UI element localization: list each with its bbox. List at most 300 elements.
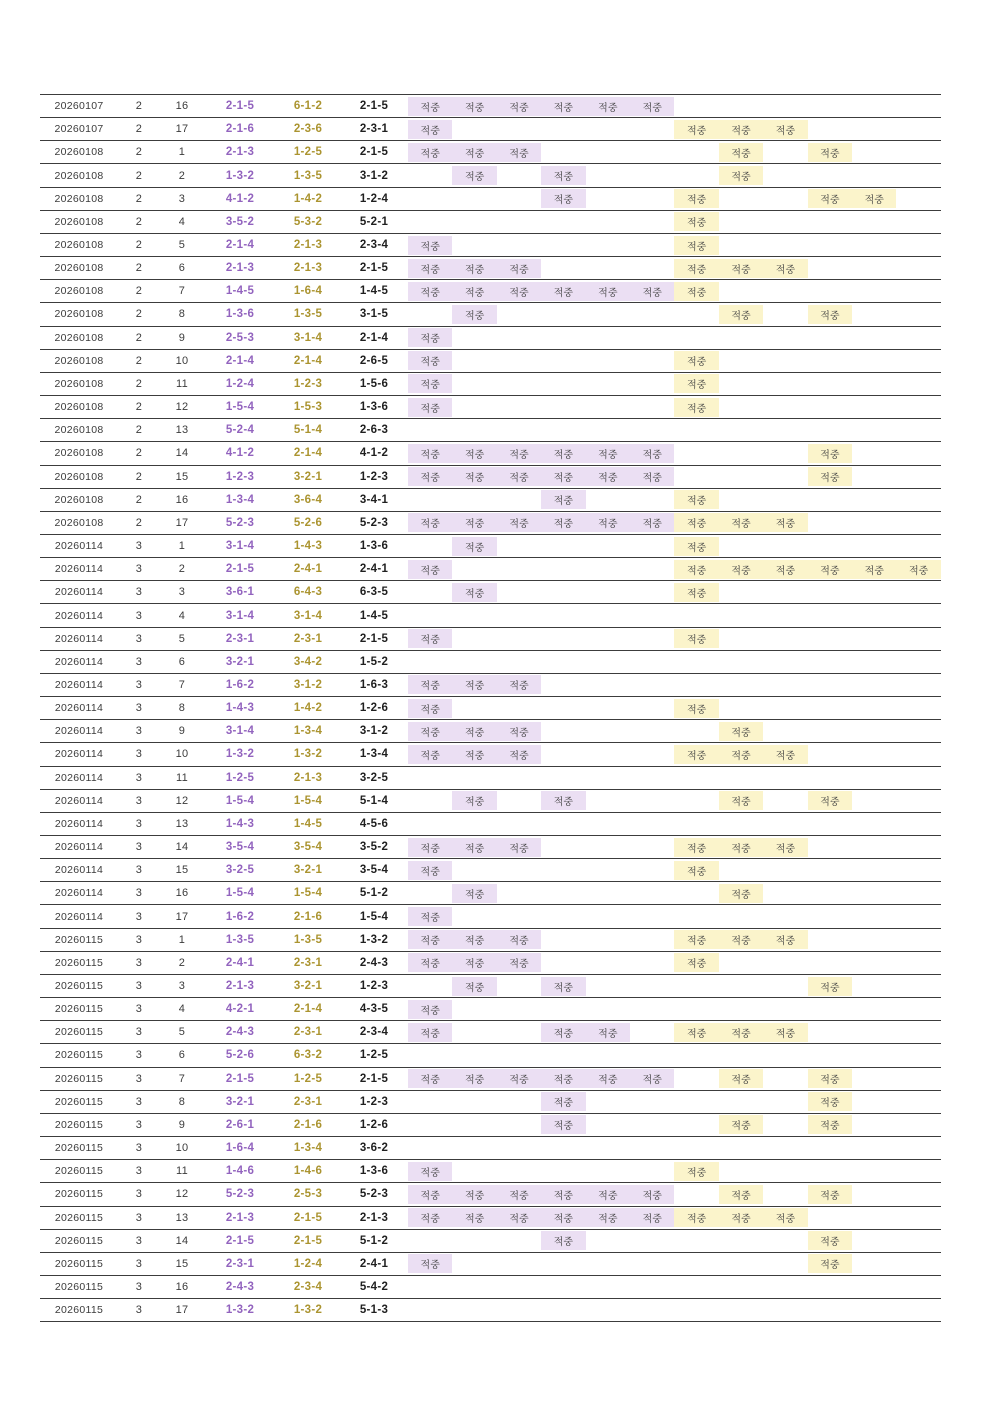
badge-slot-2 [452, 466, 496, 488]
hit-badge: 적중 [896, 560, 940, 579]
badge-slot-7 [674, 535, 718, 557]
badge-slot-7 [674, 1183, 718, 1205]
badge-slot-11 [852, 350, 896, 372]
hit-badge: 적중 [586, 467, 630, 486]
round-cell: 3 [135, 702, 143, 715]
badge-slot-8 [719, 697, 763, 719]
badge-slot-1 [408, 234, 452, 256]
badge-slot-3 [497, 558, 541, 580]
pick2-cell: 2-1-5 [293, 1234, 323, 1247]
result-cell: 2-3-4 [359, 1026, 389, 1039]
game-number-cell: 15 [175, 1257, 189, 1270]
hit-badge: 적중 [408, 953, 452, 972]
badge-slot-8 [719, 581, 763, 603]
badge-slot-8 [719, 975, 763, 997]
badge-slot-9 [763, 141, 807, 163]
pick1-cell: 1-4-6 [225, 1165, 255, 1178]
badge-slot-3 [497, 211, 541, 233]
date-cell: 20260108 [54, 354, 104, 367]
badge-slot-12 [896, 257, 940, 279]
round-cell: 2 [135, 100, 143, 113]
badge-slot-6 [630, 998, 674, 1020]
badge-slot-9 [763, 929, 807, 951]
badge-slot-12 [896, 975, 940, 997]
hit-badge: 적중 [808, 467, 852, 486]
pick2-cell: 1-4-2 [293, 192, 323, 205]
badge-slot-10 [808, 466, 852, 488]
badge-slot-11 [852, 998, 896, 1020]
pick1-cell: 1-2-5 [225, 771, 255, 784]
table-row [40, 117, 941, 140]
badge-slot-6 [630, 1299, 674, 1321]
badge-slot-8 [719, 558, 763, 580]
hit-badge: 적중 [586, 1208, 630, 1227]
date-cell: 20260108 [54, 262, 104, 275]
badge-slot-4 [541, 419, 585, 441]
badge-slot-10 [808, 234, 852, 256]
pick2-cell: 5-1-4 [293, 424, 323, 437]
result-cell: 1-2-3 [359, 1095, 389, 1108]
pick2-cell: 1-3-4 [293, 725, 323, 738]
badge-slot-6 [630, 1183, 674, 1205]
badge-slot-7 [674, 211, 718, 233]
badge-slot-9 [763, 998, 807, 1020]
badge-slot-1 [408, 558, 452, 580]
badge-slot-5 [586, 489, 630, 511]
badge-slot-2 [452, 651, 496, 673]
game-number-cell: 5 [178, 239, 186, 252]
round-cell: 3 [135, 632, 143, 645]
badge-slot-10 [808, 419, 852, 441]
badge-slot-4 [541, 813, 585, 835]
table-row [40, 1067, 941, 1090]
badge-slot-6 [630, 466, 674, 488]
hit-badge: 적중 [408, 745, 452, 764]
badge-slot-3 [497, 1160, 541, 1182]
pick1-cell: 1-4-5 [225, 285, 255, 298]
badge-slot-2 [452, 211, 496, 233]
hit-badge: 적중 [763, 838, 807, 857]
badge-slot-8 [719, 1068, 763, 1090]
hit-badge: 적중 [541, 444, 585, 463]
date-cell: 20260115 [54, 1026, 104, 1039]
date-cell: 20260114 [54, 563, 104, 576]
badge-slot-8 [719, 188, 763, 210]
table-row [40, 766, 941, 789]
badge-slot-6 [630, 1044, 674, 1066]
badge-slot-9 [763, 558, 807, 580]
badge-slot-12 [896, 188, 940, 210]
hit-badge: 적중 [630, 1069, 674, 1088]
badge-slot-3 [497, 1299, 541, 1321]
badge-slot-6 [630, 882, 674, 904]
badge-slot-12 [896, 905, 940, 927]
hit-badge: 적중 [497, 953, 541, 972]
table-row [40, 256, 941, 279]
hit-badge: 적중 [452, 444, 496, 463]
hit-badge: 적중 [497, 143, 541, 162]
hit-badge: 적중 [763, 1023, 807, 1042]
badge-slot-1 [408, 651, 452, 673]
hit-badge: 적중 [497, 722, 541, 741]
hit-badge: 적중 [674, 745, 718, 764]
hit-badge: 적중 [541, 189, 585, 208]
badge-slot-10 [808, 836, 852, 858]
badge-slot-1 [408, 211, 452, 233]
badge-slot-7 [674, 257, 718, 279]
badge-slot-11 [852, 628, 896, 650]
badge-slot-3 [497, 118, 541, 140]
round-cell: 3 [135, 1281, 143, 1294]
badge-slot-5 [586, 720, 630, 742]
hit-badge: 적중 [719, 143, 763, 162]
badge-slot-12 [896, 1021, 940, 1043]
badge-slot-12 [896, 489, 940, 511]
result-cell: 1-2-3 [359, 470, 389, 483]
badge-slot-12 [896, 350, 940, 372]
badge-slot-7 [674, 604, 718, 626]
badge-slot-11 [852, 1021, 896, 1043]
pick1-cell: 1-3-4 [225, 493, 255, 506]
date-cell: 20260108 [54, 401, 104, 414]
badge-slot-11 [852, 1114, 896, 1136]
badge-slot-8 [719, 350, 763, 372]
game-number-cell: 6 [178, 655, 186, 668]
pick1-cell: 2-1-3 [225, 980, 255, 993]
result-cell: 6-3-5 [359, 586, 389, 599]
badge-slot-9 [763, 350, 807, 372]
pick1-cell: 2-6-1 [225, 1118, 255, 1131]
badge-slot-10 [808, 188, 852, 210]
pick1-cell: 2-1-5 [225, 1072, 255, 1085]
badge-slot-2 [452, 836, 496, 858]
badge-slot-2 [452, 720, 496, 742]
badge-slot-11 [852, 651, 896, 673]
pick2-cell: 3-2-1 [293, 864, 323, 877]
badge-slot-6 [630, 604, 674, 626]
hit-badge: 적중 [630, 467, 674, 486]
badge-slot-3 [497, 442, 541, 464]
hit-badge: 적중 [630, 1208, 674, 1227]
table-row [40, 488, 941, 511]
badge-slot-4 [541, 1207, 585, 1229]
badge-slot-5 [586, 998, 630, 1020]
hit-badge: 적중 [719, 305, 763, 324]
round-cell: 2 [135, 516, 143, 529]
badge-slot-11 [852, 882, 896, 904]
pick2-cell: 2-1-4 [293, 447, 323, 460]
badge-slot-8 [719, 604, 763, 626]
badge-slot-12 [896, 628, 940, 650]
hit-badge: 적중 [408, 1069, 452, 1088]
hit-badge: 적중 [808, 1115, 852, 1134]
badge-slot-11 [852, 743, 896, 765]
result-cell: 4-1-2 [359, 447, 389, 460]
badge-slot-12 [896, 211, 940, 233]
badge-slot-4 [541, 651, 585, 673]
badge-slot-11 [852, 535, 896, 557]
game-number-cell: 5 [178, 632, 186, 645]
table-row [40, 673, 941, 696]
badge-slot-12 [896, 1183, 940, 1205]
badge-slot-9 [763, 303, 807, 325]
table-row [40, 279, 941, 302]
badge-slot-6 [630, 790, 674, 812]
hit-badge: 적중 [719, 1115, 763, 1134]
badge-slot-5 [586, 419, 630, 441]
badge-slot-12 [896, 790, 940, 812]
hit-badge: 적중 [452, 675, 496, 694]
badge-slot-2 [452, 1068, 496, 1090]
badge-slot-7 [674, 1137, 718, 1159]
hit-badge: 적중 [763, 120, 807, 139]
hit-badge: 적중 [408, 1254, 452, 1273]
badge-slot-3 [497, 1230, 541, 1252]
badge-slot-4 [541, 512, 585, 534]
badge-slot-9 [763, 1230, 807, 1252]
badge-slot-4 [541, 743, 585, 765]
badge-slot-7 [674, 1068, 718, 1090]
badge-slot-2 [452, 859, 496, 881]
result-cell: 1-2-6 [359, 1118, 389, 1131]
badge-slot-6 [630, 95, 674, 117]
badge-slot-1 [408, 257, 452, 279]
hit-badge: 적중 [541, 1092, 585, 1111]
date-cell: 20260108 [54, 516, 104, 529]
round-cell: 3 [135, 841, 143, 854]
hit-badge: 적중 [452, 305, 496, 324]
badge-slot-4 [541, 1044, 585, 1066]
badge-slot-8 [719, 419, 763, 441]
badge-slot-11 [852, 604, 896, 626]
badge-slot-5 [586, 767, 630, 789]
badge-slot-7 [674, 373, 718, 395]
table-row [40, 326, 941, 349]
badge-slot-4 [541, 859, 585, 881]
pick1-cell: 5-2-3 [225, 1188, 255, 1201]
badge-slot-9 [763, 188, 807, 210]
game-number-cell: 13 [175, 424, 189, 437]
pick2-cell: 1-3-4 [293, 1142, 323, 1155]
game-number-cell: 14 [175, 1234, 189, 1247]
result-cell: 2-1-3 [359, 1211, 389, 1224]
badge-slot-4 [541, 211, 585, 233]
table-row [40, 465, 941, 488]
badge-slot-12 [896, 998, 940, 1020]
hit-badge: 적중 [586, 282, 630, 301]
badge-slot-8 [719, 628, 763, 650]
date-cell: 20260107 [54, 100, 104, 113]
badge-slot-10 [808, 628, 852, 650]
badge-slot-1 [408, 188, 452, 210]
pick1-cell: 5-2-6 [225, 1049, 255, 1062]
badge-slot-10 [808, 1021, 852, 1043]
badge-slot-8 [719, 489, 763, 511]
badge-slot-4 [541, 558, 585, 580]
game-number-cell: 17 [175, 516, 189, 529]
badge-slot-3 [497, 813, 541, 835]
hit-badge: 적중 [674, 1208, 718, 1227]
badge-slot-6 [630, 489, 674, 511]
table-row [40, 1275, 941, 1298]
badge-slot-4 [541, 95, 585, 117]
badge-slot-5 [586, 929, 630, 951]
badge-slot-7 [674, 118, 718, 140]
round-cell: 3 [135, 1165, 143, 1178]
badge-slot-7 [674, 651, 718, 673]
badge-slot-3 [497, 790, 541, 812]
badge-slot-9 [763, 651, 807, 673]
hit-badge: 적중 [719, 884, 763, 903]
hit-badge: 적중 [497, 444, 541, 463]
round-cell: 2 [135, 331, 143, 344]
hit-badge: 적중 [408, 1208, 452, 1227]
badge-slot-4 [541, 535, 585, 557]
pick1-cell: 1-5-4 [225, 887, 255, 900]
badge-slot-6 [630, 975, 674, 997]
table-row [40, 627, 941, 650]
table-row [40, 349, 941, 372]
hit-badge: 적중 [674, 212, 718, 231]
hit-badge: 적중 [586, 1185, 630, 1204]
badge-slot-6 [630, 257, 674, 279]
badge-slot-6 [630, 303, 674, 325]
badge-slot-1 [408, 882, 452, 904]
badge-slot-8 [719, 720, 763, 742]
badge-slot-9 [763, 674, 807, 696]
badge-slot-6 [630, 1253, 674, 1275]
badge-slot-2 [452, 767, 496, 789]
hit-badge: 적중 [808, 977, 852, 996]
badge-slot-10 [808, 952, 852, 974]
badge-slot-11 [852, 975, 896, 997]
badge-slot-11 [852, 720, 896, 742]
game-number-cell: 1 [178, 933, 186, 946]
badge-slot-2 [452, 1276, 496, 1298]
badge-slot-8 [719, 836, 763, 858]
badge-slot-8 [719, 859, 763, 881]
pick1-cell: 1-6-4 [225, 1142, 255, 1155]
badge-slot-7 [674, 234, 718, 256]
date-cell: 20260114 [54, 655, 104, 668]
badge-slot-6 [630, 836, 674, 858]
pick2-cell: 2-1-4 [293, 354, 323, 367]
badge-slot-2 [452, 141, 496, 163]
badge-slot-9 [763, 813, 807, 835]
badge-slot-12 [896, 929, 940, 951]
badge-slot-4 [541, 1068, 585, 1090]
badge-slot-4 [541, 604, 585, 626]
badge-slot-10 [808, 767, 852, 789]
badge-slot-10 [808, 141, 852, 163]
pick2-cell: 1-3-2 [293, 748, 323, 761]
badge-slot-4 [541, 998, 585, 1020]
hit-badge: 적중 [452, 166, 496, 185]
badge-slot-7 [674, 1230, 718, 1252]
round-cell: 2 [135, 377, 143, 390]
badge-slot-11 [852, 1091, 896, 1113]
hit-badge: 적중 [808, 1254, 852, 1273]
badge-slot-8 [719, 1276, 763, 1298]
round-cell: 3 [135, 1304, 143, 1317]
badge-slot-1 [408, 1137, 452, 1159]
badge-slot-8 [719, 442, 763, 464]
badge-slot-12 [896, 442, 940, 464]
result-cell: 3-5-4 [359, 864, 389, 877]
badge-slot-6 [630, 929, 674, 951]
table-row [40, 534, 941, 557]
badge-slot-12 [896, 1253, 940, 1275]
hit-badge: 적중 [674, 1162, 718, 1181]
table-row [40, 233, 941, 256]
hit-badge: 적중 [808, 1092, 852, 1111]
badge-slot-3 [497, 1021, 541, 1043]
hit-badge: 적중 [719, 930, 763, 949]
badge-slot-5 [586, 118, 630, 140]
badge-slot-1 [408, 1183, 452, 1205]
badge-slot-2 [452, 1137, 496, 1159]
badge-slot-7 [674, 975, 718, 997]
pick2-cell: 1-5-4 [293, 794, 323, 807]
badge-slot-1 [408, 280, 452, 302]
badge-slot-3 [497, 743, 541, 765]
badge-slot-12 [896, 1091, 940, 1113]
hit-badge: 적중 [719, 1069, 763, 1088]
badge-slot-6 [630, 1068, 674, 1090]
badge-slot-1 [408, 535, 452, 557]
pick1-cell: 3-6-1 [225, 586, 255, 599]
badge-slot-7 [674, 581, 718, 603]
badge-slot-6 [630, 743, 674, 765]
badge-slot-7 [674, 697, 718, 719]
hit-badge: 적중 [586, 1069, 630, 1088]
badge-slot-8 [719, 1299, 763, 1321]
badge-slot-11 [852, 813, 896, 835]
badge-slot-5 [586, 697, 630, 719]
result-cell: 2-1-5 [359, 146, 389, 159]
badge-slot-5 [586, 628, 630, 650]
badge-slot-9 [763, 1253, 807, 1275]
badge-slot-4 [541, 581, 585, 603]
pick1-cell: 1-3-2 [225, 169, 255, 182]
result-cell: 5-1-2 [359, 1234, 389, 1247]
badge-slot-3 [497, 280, 541, 302]
badge-slot-5 [586, 882, 630, 904]
badge-slot-3 [497, 952, 541, 974]
result-cell: 1-3-2 [359, 933, 389, 946]
badge-slot-7 [674, 929, 718, 951]
table-row [40, 1136, 941, 1159]
pick1-cell: 2-1-5 [225, 1234, 255, 1247]
badge-slot-3 [497, 1276, 541, 1298]
badge-slot-11 [852, 836, 896, 858]
hit-badge: 적중 [408, 236, 452, 255]
hit-badge: 적중 [408, 259, 452, 278]
table-row [40, 163, 941, 186]
badge-slot-2 [452, 396, 496, 418]
hit-badge: 적중 [497, 513, 541, 532]
badge-slot-3 [497, 373, 541, 395]
hit-badge: 적중 [763, 1208, 807, 1227]
badge-slot-8 [719, 929, 763, 951]
pick1-cell: 1-4-3 [225, 817, 255, 830]
badge-slot-8 [719, 280, 763, 302]
pick2-cell: 3-5-4 [293, 841, 323, 854]
badge-slot-6 [630, 141, 674, 163]
badge-slot-11 [852, 1044, 896, 1066]
table-row [40, 881, 941, 904]
badge-slot-3 [497, 466, 541, 488]
